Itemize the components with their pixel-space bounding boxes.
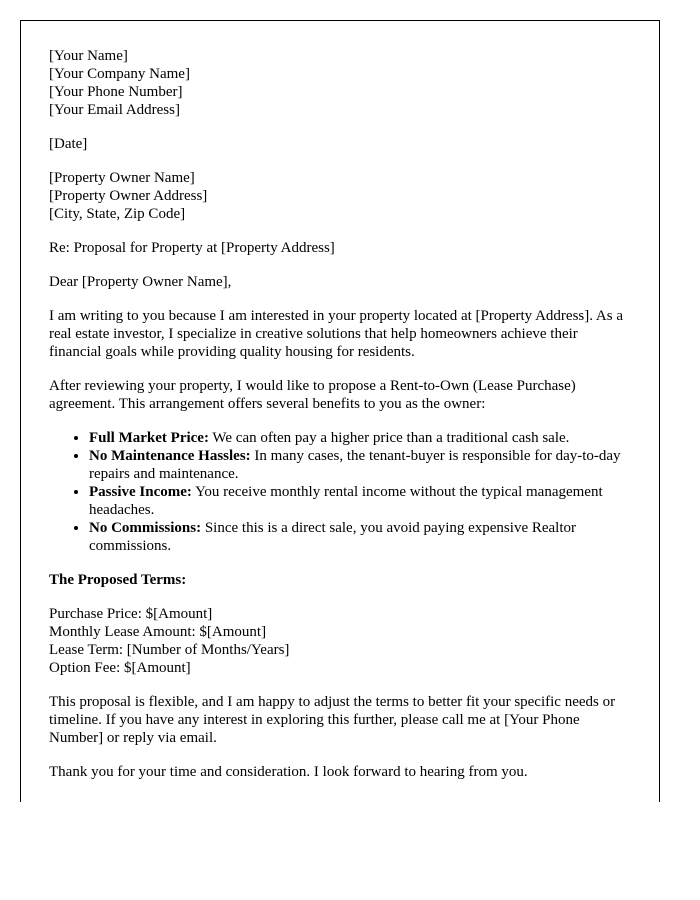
subject-line: Re: Proposal for Property at [Property Address] [49,240,335,256]
salutation: Dear [Property Owner Name], [49,274,232,290]
list-item [89,447,631,483]
benefit-text: In many cases, the tenant-buyer is responsible for day-to-day repairs and maintenance. [89,448,621,482]
list-item [89,429,631,447]
purchase-price: Purchase Price: $[Amount] [49,606,213,622]
recipient-city-state-zip: [City, State, Zip Code] [49,206,186,222]
monthly-lease-amount: Monthly Lease Amount: $[Amount] [49,624,267,640]
recipient-block [49,169,631,223]
terms-heading: The Proposed Terms: [49,572,187,588]
intro-paragraph: I am writing to you because I am interested in your property located at [Property Address]. As a real estate investor, I specialize in creative solutions that help homeowners achieve their financial goals while providing quality housing for residents. [49,308,624,360]
sender-email: [Your Email Address] [49,102,180,118]
benefit-title: Full Market Price: [89,430,209,446]
benefit-text: We can often pay a higher price than a traditional cash sale. [208,430,570,446]
proposal-paragraph: After reviewing your property, I would like to propose a Rent-to-Own (Lease Purchase) agreement. This arrangement offers several benefits to you as the owner: [49,378,576,412]
benefit-text: Since this is a direct sale, you avoid paying expensive Realtor commissions. [89,520,576,554]
benefit-title: No Commissions: [89,520,202,536]
sender-name: [Your Name] [49,48,128,64]
recipient-name: [Property Owner Name] [49,170,195,186]
recipient-address: [Property Owner Address] [49,188,208,204]
letter-date: [Date] [49,136,88,152]
closing-line: Thank you for your time and consideration. I look forward to hearing from you. [49,764,528,780]
flexibility-paragraph: This proposal is flexible, and I am happy to adjust the terms to better fit your specific needs or timeline. If you have any interest in exploring this further, please call me at [Your Phone Number] or reply via email. [49,694,616,746]
sender-phone: [Your Phone Number] [49,84,183,100]
list-item [89,483,631,519]
benefits-list [49,429,631,555]
list-item [89,519,631,555]
lease-term: Lease Term: [Number of Months/Years] [49,642,290,658]
sender-company: [Your Company Name] [49,66,190,82]
benefit-text: You receive monthly rental income without the typical management headaches. [89,484,603,518]
option-fee: Option Fee: $[Amount] [49,660,191,676]
letter-page [20,20,660,802]
sender-block [49,47,631,119]
terms-block [49,605,631,677]
benefit-title: Passive Income: [89,484,192,500]
benefit-title: No Maintenance Hassles: [89,448,251,464]
